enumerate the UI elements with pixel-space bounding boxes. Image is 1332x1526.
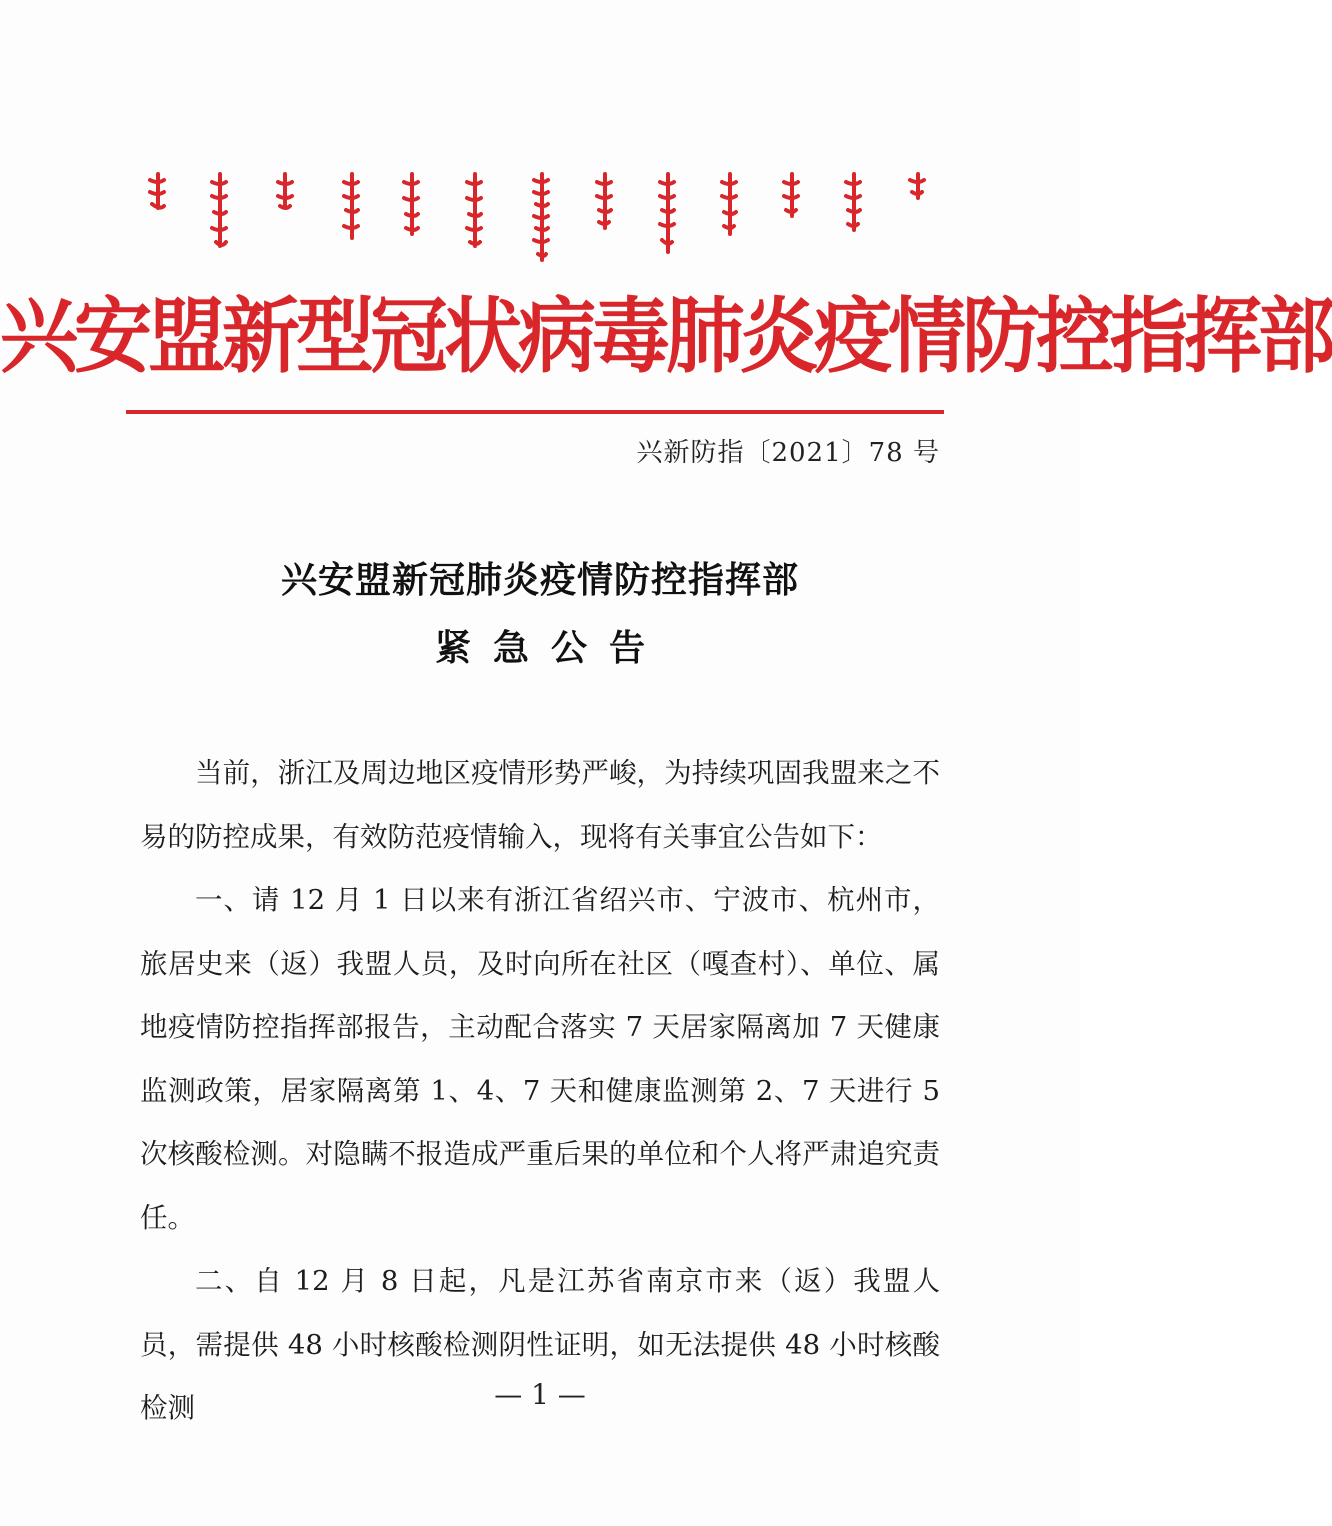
red-divider-line bbox=[126, 410, 944, 414]
notice-body bbox=[140, 742, 940, 1441]
notice-title: 兴安盟新冠肺炎疫情防控指挥部 bbox=[280, 559, 799, 601]
mongolian-script-header bbox=[140, 168, 940, 268]
notice-subtitle: 紧急公告 bbox=[434, 627, 667, 669]
paragraph-item-1: 一、请 12 月 1 日以来有浙江省绍兴市、宁波市、杭州市，旅居史来（返）我盟人员，及时向所在社区（嘎查村）、单位、属地疫情防控指挥部报告，主动配合落实 7 天居家隔离加 7 天健康监测政策，居家隔离第 1、4、7 天和健康监测第 2、7 天进行 5 次核酸检测。对隐瞒不报造成严重后果的单位和个人将严肃追究责任。 bbox=[140, 884, 940, 1234]
paragraph-item-2: 二、自 12 月 8 日起，凡是江苏省南京市来（返）我盟人员，需提供 48 小时核酸检测阴性证明，如无法提供 48 小时核酸检测 bbox=[140, 1265, 940, 1424]
paragraph-intro: 当前，浙江及周边地区疫情形势严峻，为持续巩固我盟来之不易的防控成果，有效防范疫情输入，现将有关事宜公告如下： bbox=[140, 757, 940, 853]
document-number: 兴新防指〔2021〕78 号 bbox=[636, 438, 940, 468]
issuing-org-title: 兴安盟新型冠状病毒肺炎疫情防控指挥部 bbox=[0, 288, 1332, 385]
mongolian-script-graphic bbox=[140, 168, 940, 268]
page-number: — 1 — bbox=[494, 1378, 586, 1411]
